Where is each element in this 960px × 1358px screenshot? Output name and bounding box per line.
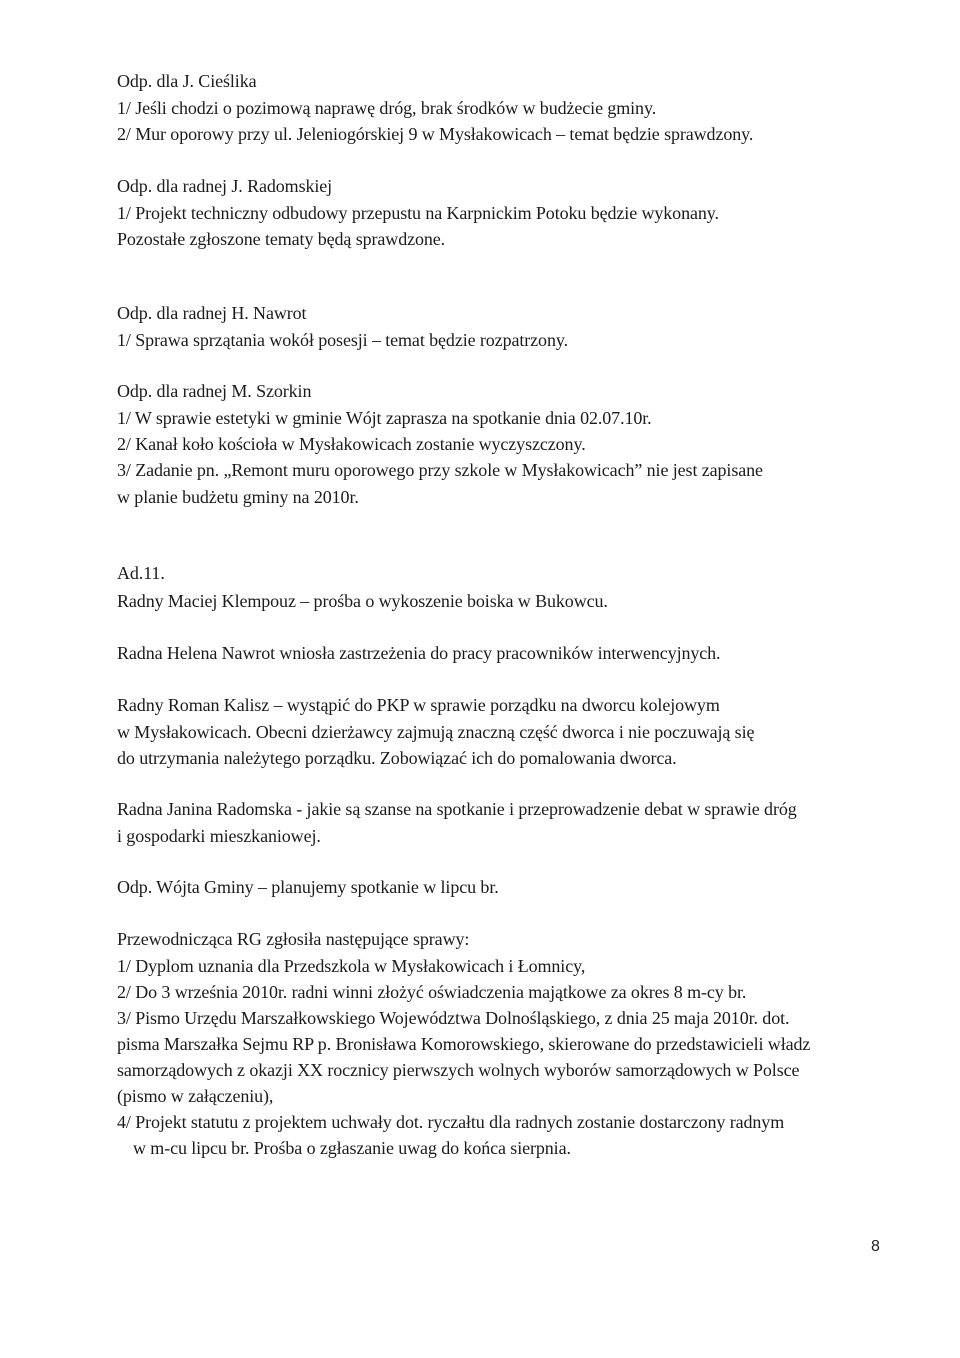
text-line: Odp. dla radnej H. Nawrot <box>117 303 307 323</box>
text-line: 2/ Mur oporowy przy ul. Jeleniogórskiej 9 w Mysłakowicach – temat będzie sprawdzony. <box>117 124 754 144</box>
text-line: Odp. dla radnej J. Radomskiej <box>117 176 333 196</box>
text-line: pisma Marszałka Sejmu RP p. Bronisława Komorowskiego, skierowane do przedstawicieli władz <box>117 1034 811 1054</box>
text-line: Odp. Wójta Gminy – planujemy spotkanie w lipcu br. <box>117 877 499 897</box>
text-line: i gospodarki mieszkaniowej. <box>117 826 321 846</box>
text-line: 1/ Dyplom uznania dla Przedszkola w Mysłakowicach i Łomnicy, <box>117 956 586 976</box>
text-line: 1/ Sprawa sprzątania wokół posesji – temat będzie rozpatrzony. <box>117 330 568 350</box>
text-line: 3/ Pismo Urzędu Marszałkowskiego Województwa Dolnośląskiego, z dnia 25 maja 2010r. dot. <box>117 1008 790 1028</box>
text-line: 3/ Zadanie pn. „Remont muru oporowego przy szkole w Mysłakowicach” nie jest zapisane <box>117 460 763 480</box>
text-line: Radna Helena Nawrot wniosła zastrzeżenia do pracy pracowników interwencyjnych. <box>117 643 721 663</box>
text-line: do utrzymania należytego porządku. Zobowiązać ich do pomalowania dworca. <box>117 748 677 768</box>
text-line: Ad.11. <box>117 563 165 583</box>
text-line: 4/ Projekt statutu z projektem uchwały dot. ryczałtu dla radnych zostanie dostarczony radnym <box>117 1112 785 1132</box>
text-line: w m-cu lipcu br. Prośba o zgłaszanie uwag do końca sierpnia. <box>133 1138 571 1158</box>
text-line: Radny Roman Kalisz – wystąpić do PKP w sprawie porządku na dworcu kolejowym <box>117 695 720 715</box>
page-number: 8 <box>871 1238 880 1255</box>
text-line: Odp. dla J. Cieślika <box>117 71 257 91</box>
text-line: (pismo w załączeniu), <box>117 1086 274 1106</box>
text-line: 1/ Projekt techniczny odbudowy przepustu na Karpnickim Potoku będzie wykonany. <box>117 203 719 223</box>
text-line: Pozostałe zgłoszone tematy będą sprawdzone. <box>117 229 446 249</box>
text-line: Radny Maciej Klempouz – prośba o wykoszenie boiska w Bukowcu. <box>117 591 608 611</box>
text-line: 1/ W sprawie estetyki w gminie Wójt zaprasza na spotkanie dnia 02.07.10r. <box>117 408 652 428</box>
text-line: Przewodnicząca RG zgłosiła następujące sprawy: <box>117 929 470 949</box>
text-line: Odp. dla radnej M. Szorkin <box>117 381 312 401</box>
text-line: w Mysłakowicach. Obecni dzierżawcy zajmują znaczną część dworca i nie poczuwają się <box>117 722 755 742</box>
text-line: 1/ Jeśli chodzi o pozimową naprawę dróg, brak środków w budżecie gminy. <box>117 98 657 118</box>
text-line: samorządowych z okazji XX rocznicy pierwszych wolnych wyborów samorządowych w Polsce <box>117 1060 800 1080</box>
text-line: 2/ Do 3 września 2010r. radni winni złożyć oświadczenia majątkowe za okres 8 m-cy br. <box>117 982 747 1002</box>
text-line: Radna Janina Radomska - jakie są szanse na spotkanie i przeprowadzenie debat w sprawie dróg <box>117 799 797 819</box>
text-line: w planie budżetu gminy na 2010r. <box>117 487 359 507</box>
text-line: 2/ Kanał koło kościoła w Mysłakowicach zostanie wyczyszczony. <box>117 434 586 454</box>
